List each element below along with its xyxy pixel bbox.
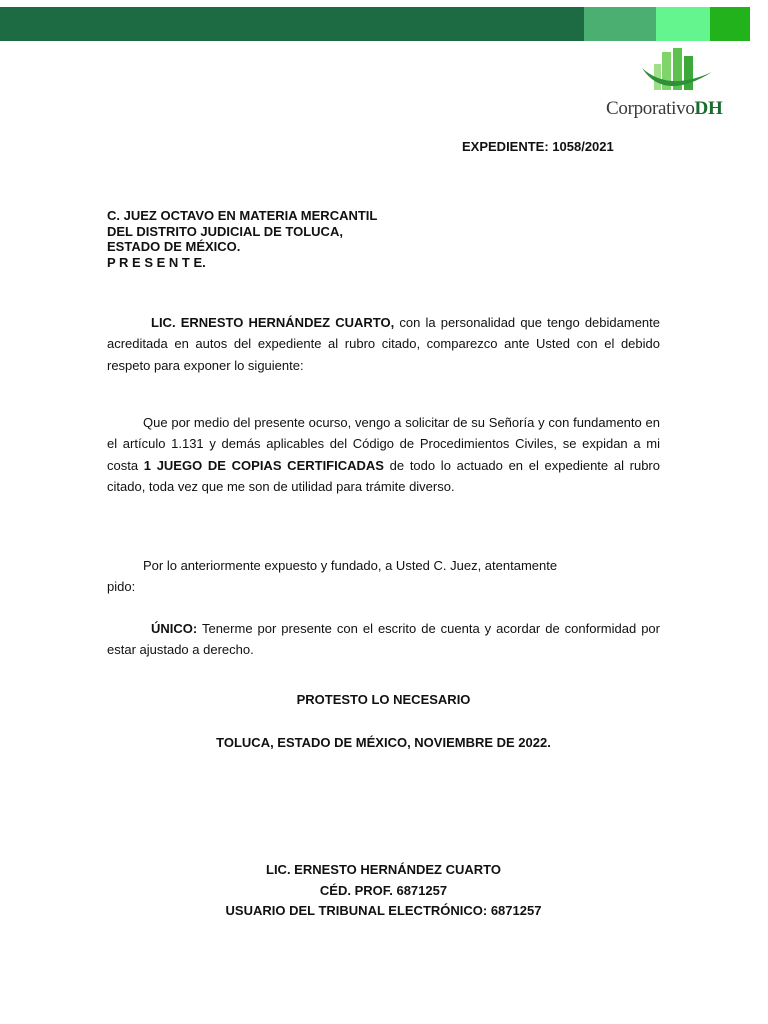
header-bar-bright-green [710, 7, 750, 41]
request-bold-text: 1 JUEGO DE COPIAS CERTIFICADAS [143, 457, 384, 473]
addressee-line-4: P R E S E N T E. [107, 254, 206, 270]
header-bar-light-green [656, 7, 710, 41]
addressee-block [107, 208, 377, 270]
request-paragraph [107, 412, 660, 497]
header-bar-dark-green [0, 7, 584, 41]
signature-usuario: USUARIO DEL TRIBUNAL ELECTRÓNICO: 6871257 [225, 903, 542, 918]
addressee-line-2: DEL DISTRITO JUDICIAL DE TOLUCA, [107, 223, 343, 239]
company-logo [606, 46, 756, 126]
petition-line-2: pido: [107, 579, 136, 595]
request-text-before: Que por medio del presente ocurso, vengo a solicitar de su Señoría y con fundamento en el artículo 1.131 y demás aplicables del Código de Procedimientos Civiles, se expidan a mi costa [107, 415, 660, 473]
logo-text-regular: Corporativo [606, 98, 695, 119]
signature-block [107, 860, 660, 922]
expediente-number: EXPEDIENTE: 1058/2021 [462, 139, 614, 154]
header-color-bar [0, 7, 768, 41]
signature-cedula: CÉD. PROF. 6871257 [319, 882, 448, 898]
unico-label: ÚNICO: [151, 621, 198, 636]
unico-paragraph [107, 618, 660, 661]
signature-name: LIC. ERNESTO HERNÁNDEZ CUARTO [266, 862, 501, 877]
green-arc-buildings-icon [606, 46, 756, 96]
unico-text: Tenerme por presente con el escrito de cuenta y acordar de conformidad por estar ajustado a derecho. [107, 621, 660, 658]
intro-text: con la personalidad que tengo debidamente acreditada en autos del expediente al rubro citado, comparezco ante Usted con el debido respeto para exponer lo siguiente: [107, 315, 660, 373]
addressee-line-3: ESTADO DE MÉXICO. [107, 239, 241, 254]
petition-line-1: Por lo anteriormente expuesto y fundado, a Usted C. Juez, atentamente [143, 558, 558, 573]
lawyer-name: LIC. ERNESTO HERNÁNDEZ CUARTO, [151, 315, 395, 330]
addressee-line-1: C. JUEZ OCTAVO EN MATERIA MERCANTIL [107, 208, 378, 223]
request-text-after: de todo lo actuado en el expediente al rubro citado, toda vez que me son de utilidad para trámite diverso. [107, 457, 660, 494]
place-date-line: TOLUCA, ESTADO DE MÉXICO, NOVIEMBRE DE 2022. [216, 735, 551, 750]
protesto-line: PROTESTO LO NECESARIO [296, 692, 471, 707]
petition-paragraph [107, 555, 557, 598]
header-bar-mid-green [584, 7, 656, 41]
logo-text-bold: DH [694, 98, 723, 119]
intro-paragraph [107, 312, 660, 376]
logo-text [606, 98, 756, 120]
